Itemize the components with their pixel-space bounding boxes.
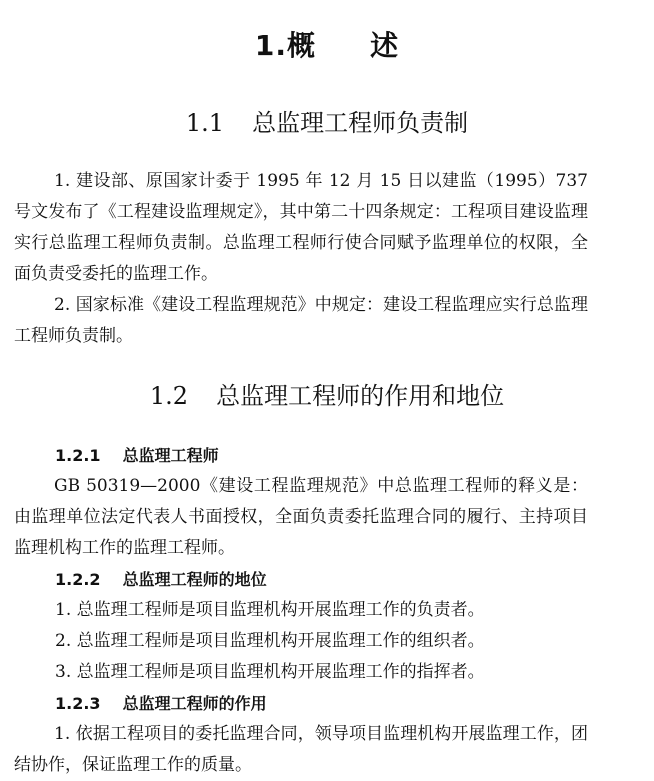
subsection-number: 1.2.3 <box>55 694 101 713</box>
subsection-heading-1-2-3 <box>55 688 267 719</box>
chapter-title-left: 概 <box>287 29 317 62</box>
subsection-title: 总监理工程师的地位 <box>122 570 267 589</box>
list-item: 3. 总监理工程师是项目监理机构开展监理工作的指挥者。 <box>55 662 485 682</box>
section-number: 1.2 <box>149 382 189 410</box>
paragraph-1-2-3: 1. 依据工程项目的委托监理合同，领导项目监理机构开展监理工作，团结协作，保证监理工作的质量。 <box>14 724 588 775</box>
section-title-text: 总监理工程师负责制 <box>252 109 469 137</box>
section-title-1-2 <box>0 376 654 411</box>
subsection-number: 1.2.2 <box>55 570 101 589</box>
subsection-heading-1-2-1 <box>55 440 219 471</box>
list-item: 1. 总监理工程师是项目监理机构开展监理工作的负责者。 <box>55 600 485 620</box>
subsection-heading-1-2-2 <box>55 564 267 595</box>
list-item: 2. 总监理工程师是项目监理机构开展监理工作的组织者。 <box>55 631 485 651</box>
subsection-number: 1.2.1 <box>55 446 101 465</box>
chapter-number: 1. <box>254 29 288 62</box>
chapter-title-right: 述 <box>370 29 400 62</box>
chapter-title <box>0 24 654 64</box>
section-title-text: 总监理工程师的作用和地位 <box>216 382 505 410</box>
subsection-title: 总监理工程师的作用 <box>122 694 267 713</box>
paragraph-1-1-a: 1. 建设部、原国家计委于 1995 年 12 月 15 日以建监（1995）737号文发布了《工程建设监理规定》，其中第二十四条规定：工程项目建设监理实行总监理工程师负责制。总监理工程师行使合同赋予监理单位的权限，全面负责受委托的监理工作。 <box>14 171 588 284</box>
subsection-title: 总监理工程师 <box>122 446 219 465</box>
section-number: 1.1 <box>185 109 225 137</box>
paragraph-1-1-b: 2. 国家标准《建设工程监理规范》中规定：建设工程监理应实行总监理工程师负责制。 <box>14 295 588 346</box>
paragraph-1-2-1: GB 50319—2000《建设工程监理规范》中总监理工程师的释义是：由监理单位法定代表人书面授权，全面负责委托监理合同的履行、主持项目监理机构工作的监理工程师。 <box>14 476 588 558</box>
section-title-1-1 <box>0 103 654 138</box>
